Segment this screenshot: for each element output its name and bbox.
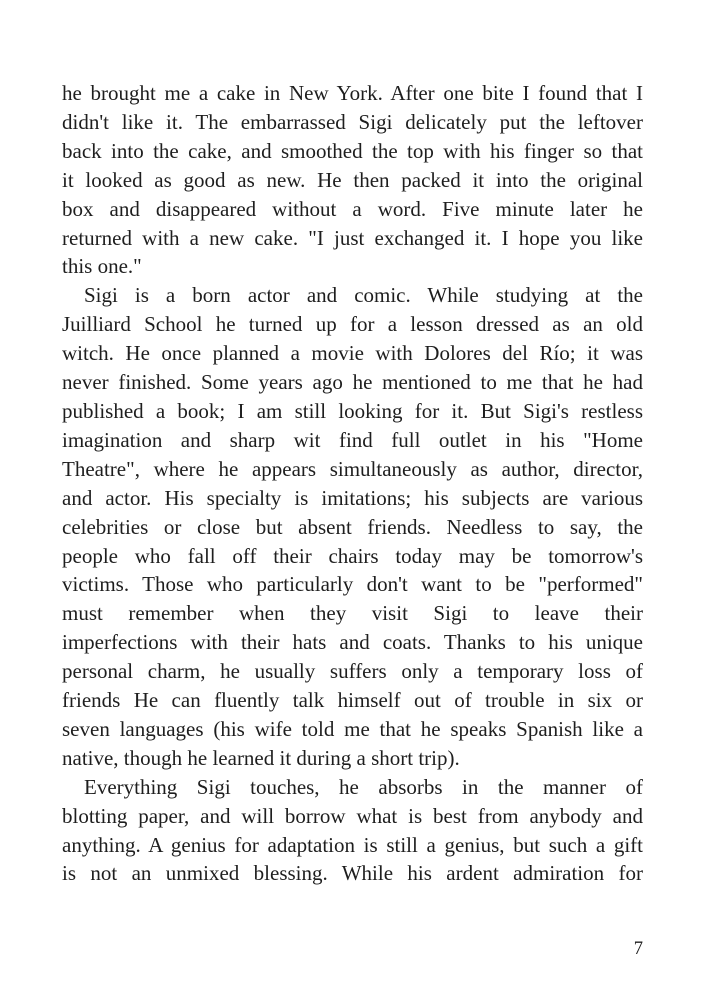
text-line: blotting paper, and will borrow what is best from anybody and [62, 803, 643, 828]
paragraph [62, 773, 643, 889]
text-line: Everything Sigi touches, he absorbs in the manner of [84, 774, 643, 799]
text-line: back into the cake, and smoothed the top with his finger so that [62, 138, 643, 163]
text-line: Juilliard School he turned up for a lesson dressed as an old [62, 312, 643, 337]
text-line: celebrities or close but absent friends. Needless to say, the [62, 514, 643, 539]
text-line: it looked as good as new. He then packed it into the original [62, 167, 643, 192]
text-line: personal charm, he usually suffers only a temporary loss of [62, 659, 643, 684]
text-line: Theatre", where he appears simultaneously as author, director, [62, 456, 643, 481]
text-line: seven languages (his wife told me that he speaks Spanish like a [62, 716, 643, 741]
text-line: people who fall off their chairs today may be tomorrow's [62, 543, 643, 568]
text-line: victims. Those who particularly don't want to be "performed" [62, 572, 643, 597]
text-line: returned with a new cake. "I just exchanged it. I hope you like [62, 225, 643, 250]
text-line: box and disappeared without a word. Five minute later he [62, 196, 643, 221]
page-text [62, 79, 643, 888]
text-line: never finished. Some years ago he mentioned to me that he had [62, 370, 643, 395]
text-line: didn't like it. The embarrassed Sigi delicately put the leftover [62, 109, 643, 134]
text-line: Sigi is a born actor and comic. While studying at the [84, 283, 643, 308]
text-line: must remember when they visit Sigi to leave their [62, 601, 643, 626]
text-line: native, though he learned it during a short trip). [62, 745, 460, 770]
text-line: anything. A genius for adaptation is still a genius, but such a gift [62, 832, 643, 857]
paragraph [62, 79, 643, 281]
text-line: published a book; I am still looking for it. But Sigi's restless [62, 398, 643, 423]
text-line: imperfections with their hats and coats. Thanks to his unique [62, 630, 643, 655]
text-line: he brought me a cake in New York. After one bite I found that I [62, 81, 643, 105]
text-line: imagination and sharp wit find full outlet in his "Home [62, 427, 643, 452]
text-line: and actor. His specialty is imitations; his subjects are various [62, 485, 643, 510]
paragraph [62, 281, 643, 772]
text-line: friends He can fluently talk himself out of trouble in six or [62, 688, 643, 713]
text-line: witch. He once planned a movie with Dolores del Río; it was [62, 341, 643, 366]
text-line: this one." [62, 254, 142, 279]
text-line: is not an unmixed blessing. While his ardent admiration for [62, 861, 643, 886]
page-number: 7 [633, 939, 643, 959]
